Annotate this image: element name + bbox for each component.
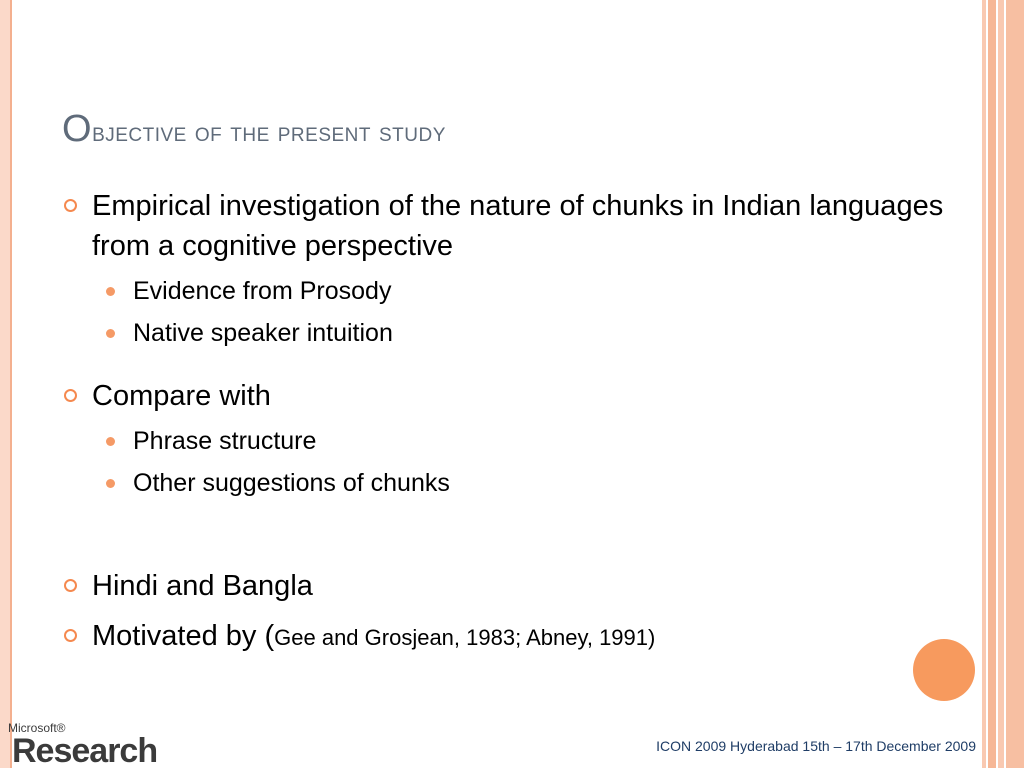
ring-bullet-icon [64,199,77,212]
bullet-3 [62,566,962,606]
footer-text: ICON 2009 Hyderabad 15th – 17th December 2009 [656,738,976,754]
logo-microsoft: Microsoft® [8,721,66,735]
title-initial: O [62,108,93,150]
slide-title [62,108,446,151]
title-rest: bjective of the present study [92,117,446,147]
decorative-circle [913,639,975,701]
bullet-4 [62,616,962,658]
bullet-1 [62,186,962,266]
bullet-3-text: Hindi and Bangla [92,570,313,602]
sub-bullet-text: Evidence from Prosody [133,277,392,305]
dot-bullet-icon [106,287,115,296]
sub-bullet-text: Other suggestions of chunks [133,469,450,497]
bullet-2 [62,376,962,416]
sub-bullet-text: Native speaker intuition [133,319,393,347]
bullet-4-citation: Gee and Grosjean, 1983; Abney, 1991) [274,625,656,650]
dot-bullet-icon [106,479,115,488]
ring-bullet-icon [64,629,77,642]
sub-bullet-text: Phrase structure [133,427,317,455]
sub-bullet [62,312,962,354]
right-stripe [988,0,996,768]
sub-bullet [62,270,962,312]
logo-research: Research [12,732,158,770]
ring-bullet-icon [64,389,77,402]
bullet-2-text: Compare with [92,380,271,412]
bullet-4-text: Motivated by ( [92,620,275,652]
ring-bullet-icon [64,579,77,592]
left-border-line [10,0,12,768]
right-stripe [1006,0,1024,768]
left-border [0,0,10,768]
dot-bullet-icon [106,437,115,446]
sub-bullet [62,420,962,462]
bullet-1-text: Empirical investigation of the nature of chunks in Indian languages from a cognitive perspective [92,190,944,262]
slide-body [62,186,962,658]
dot-bullet-icon [106,329,115,338]
sub-bullet [62,462,962,504]
